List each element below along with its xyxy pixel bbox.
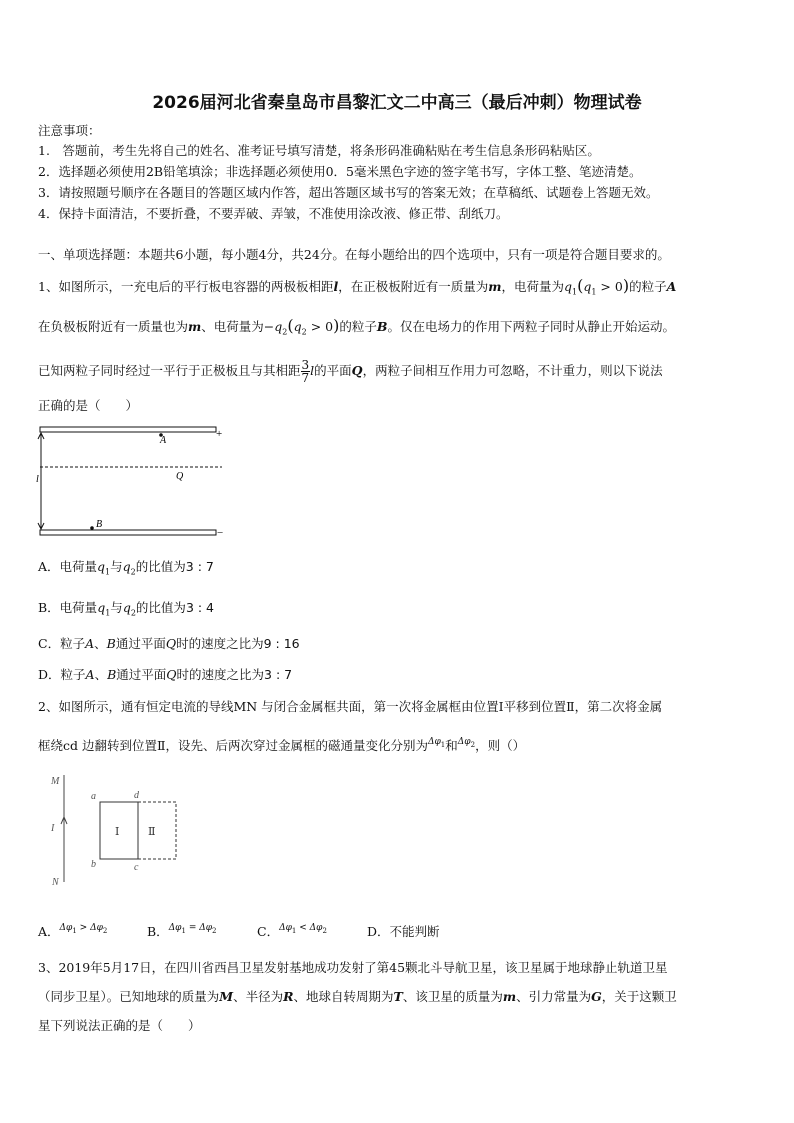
distance-label: l (36, 474, 39, 485)
notice-item-4: 4．保持卡面清洁，不要折叠，不要弄破、弄皱，不准使用涂改液、修正带、刮纸刀。 (38, 206, 509, 221)
q3-line-1: 3、2019年5月17日，在四川省西昌卫星发射基地成功发射了第45颗北斗导航卫星，该卫星属于地球静止轨道卫星 (38, 960, 668, 975)
wire-n-label: N (52, 877, 59, 888)
section-heading: 一、单项选择题：本题共6小题，每小题4分，共24分。在每小题给出的四个选项中，只有一项是符合题目要求的。 (38, 247, 670, 262)
q1-charge-q2: $-q_2(q_2 > 0)$ (263, 316, 340, 337)
q1-line-4: 正确的是（ ） (38, 398, 139, 413)
corner-d-label: d (134, 790, 139, 801)
q1-charge-q1: $q_1(q_1 > 0)$ (563, 276, 630, 297)
q2-wire-frame-figure (42, 770, 192, 890)
frame-position-2 (138, 802, 176, 859)
wire-m-label: M (51, 776, 60, 787)
corner-b-label: b (91, 859, 96, 870)
negative-plate (40, 530, 216, 535)
q3-line-2: （同步卫星）。已知地球的质量为M、半径为R、地球自转周期为T、该卫星的质量为m、引力常量为G，关于这颗卫 (38, 989, 677, 1004)
q1-line-2: 在负极板附近有一质量也为m、电荷量为$-q_2(q_2 > 0)$的粒子B。仅在电场力的作用下两粒子同时从静止开始运动。 (38, 316, 675, 337)
q1-option-b[interactable]: B．电荷量$q_1$与$q_2$的比值为3 : 4 (38, 600, 215, 618)
q1-option-a[interactable]: A．电荷量$q_1$与$q_2$的比值为3 : 7 (38, 559, 214, 577)
particle-a-label: A (160, 435, 167, 446)
position-1-label: Ⅰ (115, 826, 120, 838)
plus-sign: + (216, 428, 223, 440)
q2-line-2: 框绕cd 边翻转到位置Ⅱ，设先、后两次穿过金属框的磁通量变化分别为$^{\Delta\varphi_1}$和$^{\Delta\varphi_2}$，则（） (38, 737, 526, 753)
q1-option-d[interactable]: D．粒子A、B通过平面Q时的速度之比为3 : 7 (38, 667, 293, 682)
q1-line-3: 已知两粒子同时经过一平行于正极板且与其相距 $\frac{3}{7}$ l的平面Q，两粒子间相互作用力可忽略，不计重力，则以下说法 (38, 358, 663, 385)
q3-line-3: 星下列说法正确的是（ ） (38, 1018, 201, 1033)
q2-option-b[interactable]: B．$^{\Delta\varphi_1 = \Delta\varphi_2}$ (147, 923, 217, 939)
minus-sign: − (217, 527, 224, 539)
q2-line-1: 2、如图所示，通有恒定电流的导线MN 与闭合金属框共面，第一次将金属框由位置Ⅰ平移到位置Ⅱ，第二次将金属 (38, 699, 663, 714)
q2-option-a[interactable]: A．$^{\Delta\varphi_1 > \Delta\varphi_2}$ (38, 923, 108, 939)
notice-item-3: 3．请按照题号顺序在各题目的答题区域内作答，超出答题区域书写的答案无效；在草稿纸、试题卷上答题无效。 (38, 185, 659, 200)
current-label: I (51, 823, 55, 834)
q2-option-c[interactable]: C．$^{\Delta\varphi_1 < \Delta\varphi_2}$ (257, 923, 327, 939)
q1-fraction: $\frac{3}{7}$ (301, 358, 310, 385)
position-2-label: Ⅱ (148, 826, 156, 838)
q2-option-d[interactable]: D．不能判断 (367, 924, 440, 939)
page-title: 2026届河北省秦皇岛市昌黎汇文二中高三（最后冲刺）物理试卷 (152, 93, 642, 113)
particle-b-label: B (96, 519, 103, 530)
notice-heading: 注意事项： (38, 123, 101, 138)
notice-item-1: 1. 答题前，考生先将自己的姓名、准考证号填写清楚，将条形码准确粘贴在考生信息条形码粘贴区。 (38, 143, 600, 158)
particle-b-dot (90, 526, 94, 530)
positive-plate (40, 427, 216, 432)
corner-a-label: a (91, 791, 96, 802)
q1-capacitor-figure (30, 420, 230, 545)
q1-option-c[interactable]: C．粒子A、B通过平面Q时的速度之比为9 : 16 (38, 636, 300, 651)
corner-c-label: c (134, 862, 139, 873)
q1-line-1: 1、如图所示，一充电后的平行板电容器的两极板相距l，在正极板附近有一质量为m，电荷量为$q_1(q_1 > 0)$的粒子A (38, 276, 677, 297)
notice-item-2: 2．选择题必须使用2B铅笔填涂；非选择题必须使用0．5毫米黑色字迹的签字笔书写，字体工整、笔迹清楚。 (38, 164, 642, 179)
plane-q-label: Q (176, 471, 184, 482)
